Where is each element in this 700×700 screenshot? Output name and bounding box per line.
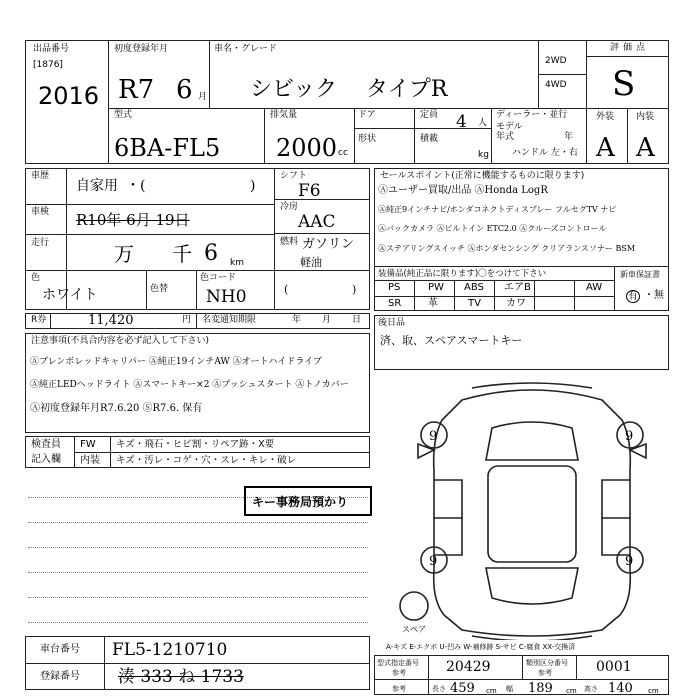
fuel-label: 燃料 — [280, 237, 299, 247]
inspector-label: 検査員 — [31, 439, 61, 450]
fuel-diesel: 軽油 — [300, 256, 322, 269]
equip-leather: 革 — [428, 298, 438, 309]
capacity-label: 定員 — [420, 110, 439, 120]
class-no-value: 0001 — [596, 659, 632, 675]
inspector-int-text: キズ・汚レ・コゲ・穴・スレ・キレ・破レ — [116, 455, 297, 466]
displacement-label: 排気量 — [270, 110, 298, 120]
shape-label: 形状 — [358, 134, 377, 144]
inspector-label-2: 記入欄 — [31, 454, 61, 465]
warranty-absent: ・無 — [644, 290, 664, 301]
length-value: 459 — [450, 681, 475, 696]
load-label: 積載 — [420, 134, 439, 144]
equip-airbag: エアB — [504, 282, 531, 293]
name-change-label: 名変通知期限 — [202, 315, 257, 325]
reg-label: 登録番号 — [40, 671, 80, 682]
width-unit: cm — [566, 687, 577, 695]
first-reg-label: 初度登録年月 — [114, 44, 169, 54]
score-ext: A — [596, 133, 615, 163]
shift-value: F6 — [298, 181, 321, 201]
sales-label: セールスポイント(正常に機能するものに限ります) — [380, 171, 585, 181]
first-reg-month: 6 — [176, 75, 193, 105]
lot-number: 2016 — [38, 82, 100, 110]
recycle-frame — [25, 313, 370, 329]
inspection-value: R10年 6月 19日 — [76, 211, 190, 229]
postsale-value: 済、取、スペアスマートキー — [380, 334, 523, 347]
recycle-unit: 円 — [182, 315, 192, 325]
type-ref-label: 参考 — [392, 669, 406, 677]
chassis-value: FL5-1210710 — [112, 640, 228, 660]
score-ext-label: 外装 — [596, 112, 615, 122]
class-no-label: 類別区分番号 — [526, 659, 568, 667]
height-unit: cm — [648, 687, 659, 695]
drive-2wd: 2WD — [545, 56, 567, 66]
spare-label: スペア — [402, 625, 426, 634]
width-label: 幅 — [506, 685, 513, 693]
recycle-label: R券 — [31, 315, 47, 325]
tire-mark-fr: 9 — [625, 429, 634, 444]
height-label: 高さ — [584, 685, 598, 693]
first-reg-year: R7 — [118, 75, 155, 105]
postsale-label: 後日品 — [378, 318, 406, 328]
equip-tv: TV — [468, 298, 481, 309]
tire-mark-rl: 9 — [429, 554, 438, 569]
dealer-label: ディーラー・並行 — [496, 110, 568, 120]
score-label: 評価点 — [610, 43, 650, 53]
mileage-sen: 千 — [172, 242, 192, 266]
sales-line-4: Ⓐステアリングスイッチ Ⓐホンダセンシング クリアランスソナー BSM — [378, 244, 636, 253]
doors-label: ドア — [358, 110, 376, 120]
equip-kawa: カワ — [506, 298, 526, 309]
model-label: 型式 — [114, 110, 133, 120]
inspector-interior: 内装 — [80, 455, 100, 466]
first-reg-unit: 月 — [198, 92, 208, 102]
load-unit: kg — [478, 150, 489, 160]
height-value: 140 — [608, 681, 633, 696]
notes-line-2: Ⓐ純正LEDヘッドライト Ⓐスマートキー×2 Ⓐプッシュスタート Ⓐトノカバー — [30, 380, 349, 390]
car-diagram — [392, 380, 672, 640]
key-stamp-text: キー事務局預かり — [252, 495, 349, 509]
usage-label: 車歴 — [31, 171, 50, 181]
score-int: A — [636, 133, 655, 163]
ac-value: AAC — [298, 212, 336, 232]
type-no-label: 型式指定番号 — [377, 659, 419, 667]
sales-line-2: Ⓐ純正9インチナビ/ホンダコネクトディスプレー フルセグTV ナビ — [378, 205, 617, 214]
usage-paren: ・( — [126, 178, 146, 194]
car-label: 車名・グレード — [214, 44, 278, 54]
sales-line-1: Ⓐユーザー買取/出品 ⒶHonda LogR — [378, 185, 548, 196]
mileage-man: 万 — [114, 242, 134, 266]
color-code-value: NH0 — [206, 287, 247, 307]
name-change-month: 月 — [322, 315, 332, 325]
capacity-unit: 人 — [478, 118, 488, 128]
notes-line-3: Ⓐ初度登録年月R7.6.20 ⓈR7.6. 保有 — [30, 403, 203, 414]
model-year-label: モデル — [496, 122, 523, 132]
year-label: 年式 — [496, 132, 515, 142]
reg-value: 湊 333 ね 1733 — [118, 667, 244, 687]
year-mark: 年 — [564, 132, 574, 142]
lot-label: 出品番号 — [33, 44, 70, 54]
mileage-label: 走行 — [31, 238, 50, 248]
fuel-paren-close: ) — [352, 283, 357, 296]
color-code-label: 色コード — [200, 273, 237, 283]
car-name: シビック — [250, 77, 338, 102]
model-value: 6BA-FL5 — [114, 134, 221, 162]
equip-aw: AW — [586, 282, 603, 293]
equip-sr: SR — [388, 298, 402, 309]
repaint-label: 色替 — [150, 284, 169, 294]
sales-line-3: Ⓐバックカメラ Ⓐビルトイン ETC2.0 Ⓐクルーズコントロール — [378, 224, 607, 233]
score-int-label: 内装 — [636, 112, 655, 122]
mileage-value: 6 — [204, 241, 218, 266]
tire-mark-rr: 9 — [625, 554, 634, 569]
color-value: ホワイト — [42, 287, 98, 303]
damage-legend: A-キズ E-エクボ U-凹み W-補修跡 S-サビ C-腐食 XX-交換済 — [386, 643, 576, 651]
name-change-year: 年 — [292, 315, 302, 325]
score-value: S — [612, 64, 636, 104]
width-value: 189 — [528, 681, 553, 696]
capacity-value: 4 — [456, 112, 467, 132]
shift-label: シフト — [280, 171, 308, 181]
tire-mark-fl: 9 — [429, 429, 438, 444]
color-label: 色 — [31, 273, 41, 283]
lot-code: [1876] — [33, 60, 63, 70]
usage-paren-close: ) — [250, 178, 256, 194]
equip-abs: ABS — [464, 282, 484, 293]
warranty-present: 有 — [628, 291, 638, 302]
class-ref-label: 参考 — [538, 669, 552, 677]
notes-line-1: Ⓐブレンボレッドキャリパー Ⓐ純正19インチAW Ⓐオートハイドライブ — [30, 357, 322, 367]
handle-label: ハンドル 左・右 — [512, 148, 578, 158]
inspector-fw-text: キズ・飛石・ヒビ割・リペア跡・X要 — [116, 439, 275, 450]
inspector-fw: FW — [80, 439, 96, 450]
equipment-label: 装備品(純正品に限ります)〇をつけて下さい — [378, 269, 547, 279]
displacement-unit: cc — [338, 148, 348, 158]
equip-ps: PS — [388, 282, 401, 293]
mileage-unit: km — [230, 258, 244, 268]
name-change-day: 日 — [352, 315, 362, 325]
notes-header: 注意事項(不具合内容を必ず記入して下さい) — [31, 336, 210, 346]
dims-ref-label: 参考 — [392, 685, 406, 693]
type-no-value: 20429 — [446, 659, 491, 675]
fuel-gasoline: ガソリン — [302, 237, 355, 252]
recycle-value: 11,420 — [88, 313, 134, 328]
equip-pw: PW — [428, 282, 444, 293]
fuel-paren: ( — [284, 283, 289, 296]
inspection-label: 車検 — [31, 207, 50, 217]
key-stamp — [244, 486, 372, 516]
displacement-value: 2000 — [276, 134, 338, 162]
warranty-label: 新車保証書 — [620, 270, 660, 279]
length-unit: cm — [486, 687, 497, 695]
drive-4wd: 4WD — [545, 80, 567, 90]
usage-value: 自家用 — [76, 178, 118, 194]
car-grade: タイプR — [366, 77, 448, 102]
length-label: 長さ — [432, 685, 446, 693]
ac-label: 冷房 — [280, 202, 299, 212]
chassis-label: 車台番号 — [40, 644, 80, 655]
